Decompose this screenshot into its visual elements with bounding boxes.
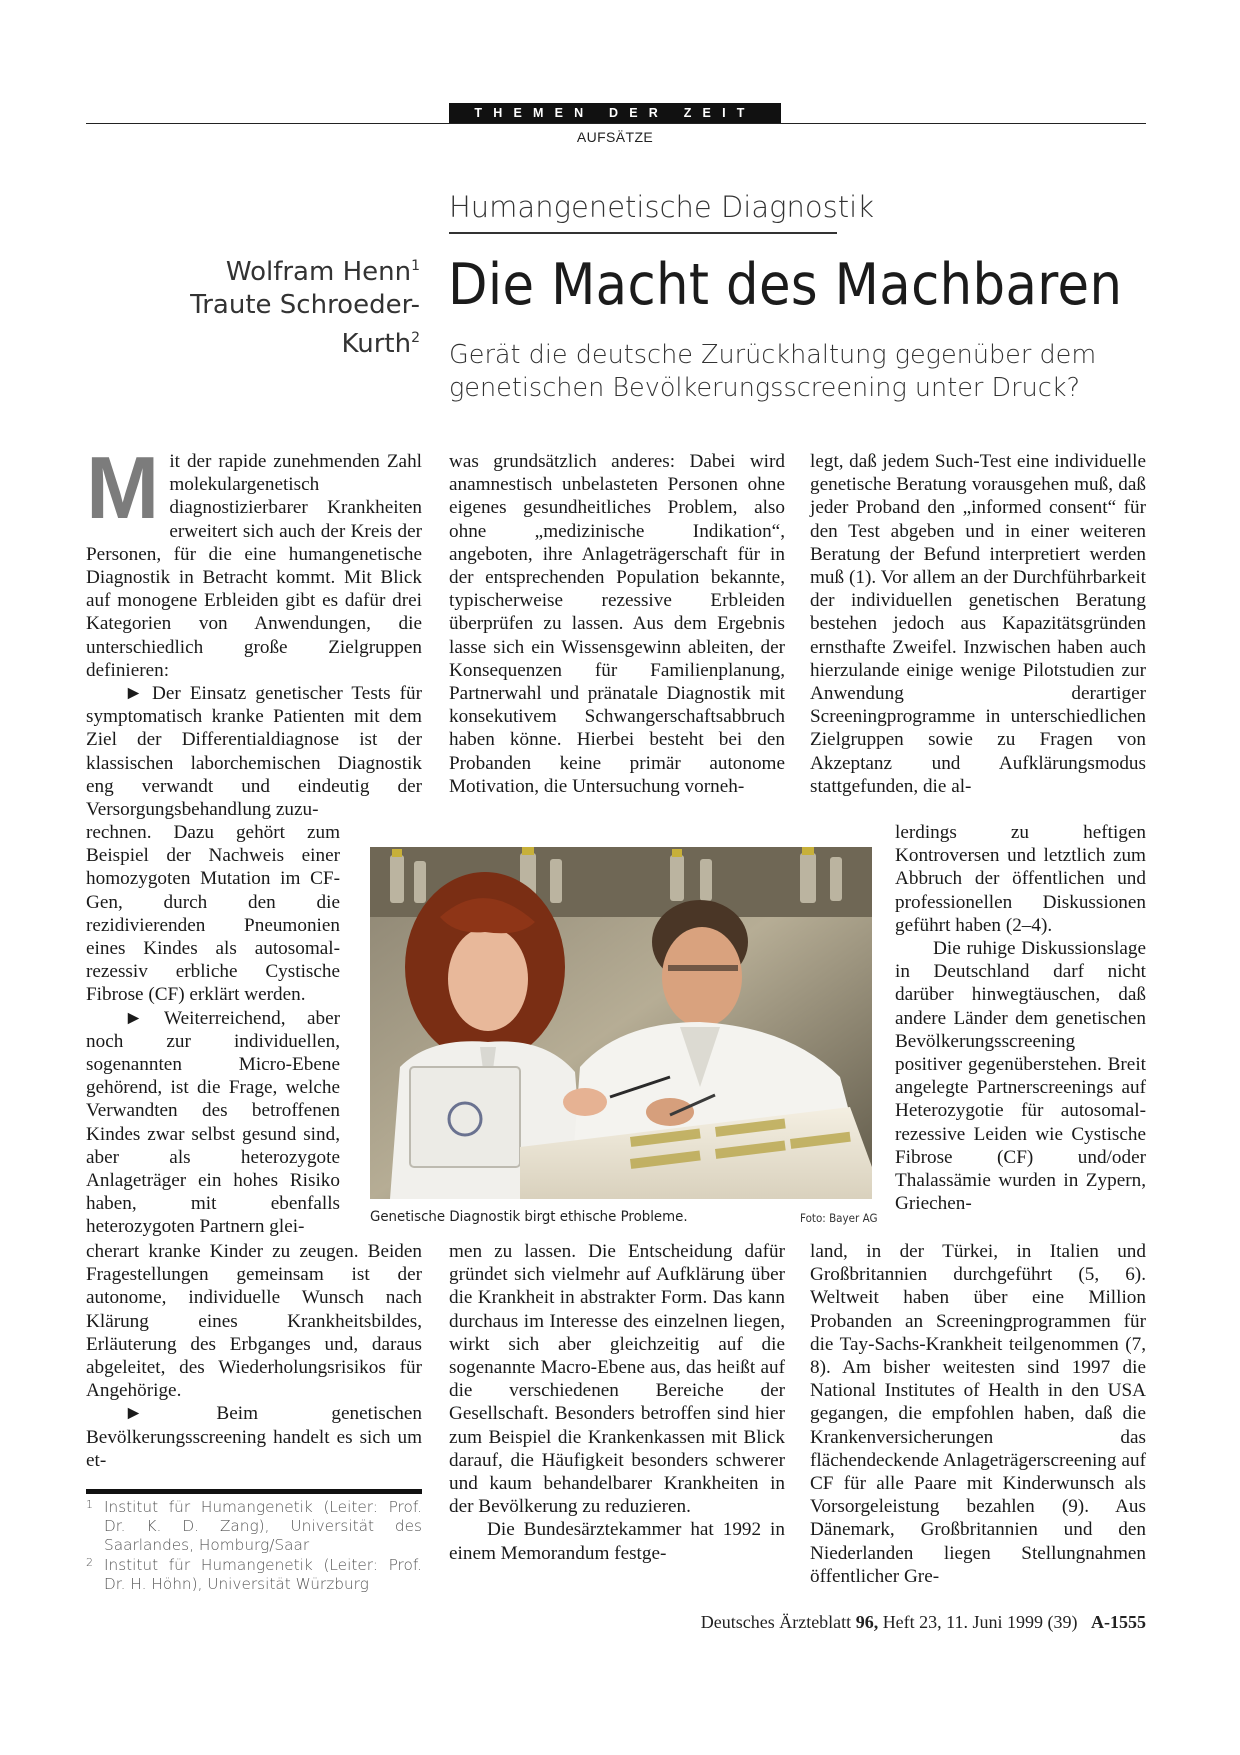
- body-column-2-bottom: [449, 1240, 785, 1565]
- paragraph: was grundsätzlich anderes: Dabei wird anamnestisch unbelasteten Personen ohne eigenes gesundheitliches Problem, also ohne „medizinische Indikation“, angeboten, ihre Anlageträgerschaft für in der entsprechenden Population bekannte, typischerweise rezessive Erbleiden überprüfen zu lassen. Aus dem Ergebnis lasse sich ein Wissensgewinn ableiten, der Konsequenzen für Familienplanung, Partnerwahl und pränatale Diagnostik mit konsekutivem Schwangerschaftsabbruch haben könne. Hierbei besteht bei den Probanden keine primär autonome Motivation, die Untersuchung vorneh-: [449, 451, 785, 797]
- paragraph: Die ruhige Diskussionslage in Deutschland darf nicht darüber hinwegtäuschen, daß andere Länder dem genetischen Bevölkerungsscreening positiver gegenüberstehen. Breit angelegte Partnerscreenings auf Heterozygotie für autosomal-rezessive Leiden wie Cystische Fibrose (CF) und/oder Thalassämie wurden in Zypern, Griechen-: [895, 938, 1146, 1215]
- journal-volume: 96,: [855, 1612, 879, 1632]
- author: Wolfram Henn$^1$: [225, 257, 420, 287]
- body-column-3-bottom: [810, 1240, 1146, 1588]
- article-kicker: Humangenetische Diagnostik: [449, 190, 874, 224]
- paragraph: ► Der Einsatz genetischer Tests für symptomatisch kranke Patienten mit dem Ziel der Differentialdiagnose ist der klassischen laborchemischen Diagnostik eng verwandt und eindeutig der Versorgungsbehandlung zuzu-: [86, 683, 422, 821]
- paragraph: Die Bundesärztekammer hat 1992 in einem Memorandum festge-: [449, 1519, 785, 1564]
- body-column-3-middle: [895, 821, 1146, 1215]
- author-list: [130, 250, 420, 361]
- journal-name: Deutsches Ärzteblatt: [700, 1612, 852, 1632]
- photo-caption: Genetische Diagnostik birgt ethische Probleme.: [370, 1209, 688, 1225]
- kicker-rule: [449, 232, 837, 234]
- footnote: 2 Institut für Humangenetik (Leiter: Prof. Dr. H. Höhn), Universität Würzburg: [86, 1555, 422, 1593]
- paragraph: Mit der rapide zunehmenden Zahl molekulargenetisch diagnostizierbarer Krankheiten erweitert sich auch der Kreis der Personen, für die eine humangenetische Diagnostik in Betracht kommt. Mit Blick auf monogene Erbleiden gibt es dafür drei Kategorien von Anwendungen, die unterschiedlich große Zielgruppen definieren:: [86, 438, 422, 681]
- paragraph: cherart kranke Kinder zu zeugen. Beiden Fragestellungen gemeinsam ist der autonome, individuelle Wunsch nach Klärung eines Krankheitsbildes, Erläuterung des Erbganges und, daraus abgeleitet, des Wiederholungsrisikos für Angehörige.: [86, 1241, 422, 1402]
- footnotes: [86, 1498, 422, 1594]
- lab-scene-illustration: [370, 847, 872, 1199]
- article-photo: [370, 847, 872, 1199]
- paragraph: legt, daß jedem Such-Test eine individuelle genetische Beratung vorausgehen muß, daß jeder Proband den „informed consent“ für den Test abgeben und in einer weiteren Beratung der Befund interpretiert werden muß (1). Vor allem an der Durchführbarkeit der individuellen genetischen Beratung bestehen jedoch aus Kapazitätsgründen ernsthafte Zweifel. Inzwischen haben auch hierzulande einige wenige Pilotstudien zur Anwendung derartiger Screeningprogramme in unterschiedlichen Zielgruppen sowie zu Fragen von Akzeptanz und Aufklärungsmodus stattgefunden, die al-: [810, 451, 1146, 797]
- paragraph: ► Beim genetischen Bevölkerungsscreening handelt es sich um et-: [86, 1403, 422, 1471]
- body-column-2-top: [449, 450, 785, 798]
- paragraph: land, in der Türkei, in Italien und Großbritannien durchgeführt (5, 6). Weltweit haben über eine Million Probanden an Screeningprogrammen für die Tay-Sachs-Krankheit teilgenommen (7, 8). Am bisher weitesten sind 1997 die National Institutes of Health in den USA gegangen, die empfohlen haben, daß die Krankenversicherungen das flächendeckende Anlageträgerscreening auf CF für alle Paare mit Kinderwunsch als Vorsorgeleistung bezahlen (9). Aus Dänemark, Großbritannien und den Niederlanden liegen Stellungnahmen öffentlicher Gre-: [810, 1241, 1146, 1587]
- footnote-rule: [86, 1489, 422, 1494]
- page-footer: [570, 1612, 1146, 1633]
- body-column-1-bottom: [86, 1240, 422, 1472]
- paragraph: ► Weiterreichend, aber noch zur individuellen, sogenannten Micro-Ebene gehörend, ist die Frage, welche Verwandten des betroffenen Kindes zwar selbst gesund sind, aber als heterozygote Anlageträger ein hohes Risiko haben, mit ebenfalls heterozygoten Partnern glei-: [86, 1007, 340, 1238]
- header-rule: [86, 123, 1146, 124]
- body-column-1-middle: [86, 821, 340, 1239]
- body-column-1-top: [86, 438, 422, 821]
- article-title: Die Macht des Machbaren: [448, 252, 1123, 318]
- footnote: 1 Institut für Humangenetik (Leiter: Prof. Dr. K. D. Zang), Universität des Saarlandes, Homburg/Saar: [86, 1498, 422, 1555]
- body-column-3-top: [810, 450, 1146, 798]
- page-number: A-1555: [1091, 1612, 1146, 1632]
- journal-issue: Heft 23, 11. Juni 1999 (39): [882, 1612, 1078, 1632]
- author: Traute Schroeder-Kurth$^2$: [190, 290, 420, 359]
- drop-cap: M: [86, 438, 160, 537]
- paragraph: rechnen. Dazu gehört zum Beispiel der Nachweis einer homozygoten Mutation im CF-Gen, durch den die rezidivierenden Pneumonien eines Kindes als autosomal-rezessiv erbliche Cystische Fibrose (CF) erklärt werden.: [86, 822, 340, 1006]
- subsection-label: AUFSÄTZE: [576, 129, 654, 145]
- paragraph: lerdings zu heftigen Kontroversen und letztlich zum Abbruch der öffentlichen und professionellen Diskussionen geführt haben (2–4).: [895, 822, 1146, 936]
- photo-credit: Foto: Bayer AG: [800, 1211, 878, 1225]
- section-label: THEMEN DER ZEIT: [449, 103, 781, 123]
- article-subtitle: Gerät die deutsche Zurückhaltung gegenüber dem genetischen Bevölkerungsscreening unter Druck?: [449, 340, 1097, 403]
- paragraph: men zu lassen. Die Entscheidung dafür gründet sich vielmehr auf Aufklärung über die Krankheit in abstrakter Form. Das kann durchaus im Interesse des einzelnen liegen, wirkt sich aber gleichzeitig auf die sogenannte Macro-Ebene aus, das heißt auf die verschiedenen Bereiche der Gesellschaft. Besonders betroffen sind hier zum Beispiel die Krankenkassen mit Blick darauf, die Häufigkeit besonders schwerer und kaum behandelbarer Krankheiten in der Bevölkerung zu reduzieren.: [449, 1241, 785, 1518]
